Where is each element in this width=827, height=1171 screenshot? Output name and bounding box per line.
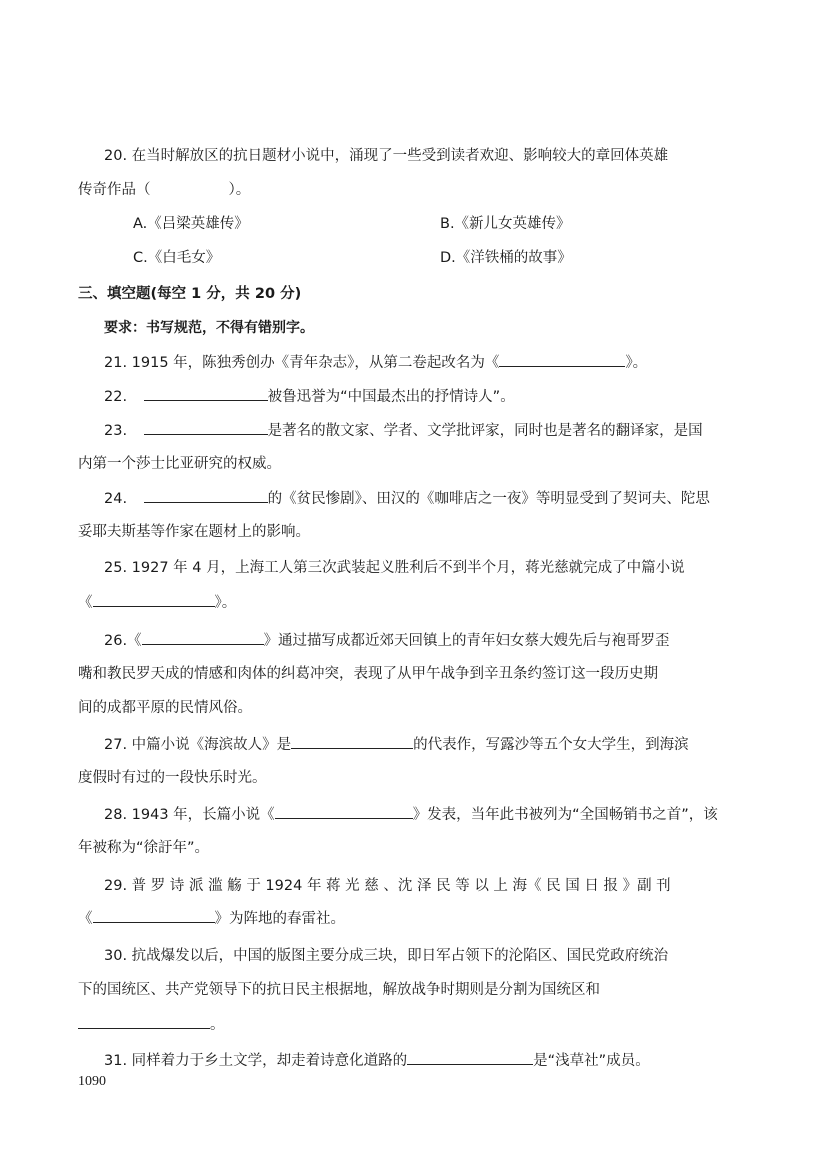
q29-text-pre: 《 bbox=[78, 911, 93, 927]
q27-line2: 度假时有过的一段快乐时光。 bbox=[78, 770, 267, 786]
section-requirement: 要求：书写规范，不得有错别字。 bbox=[104, 320, 314, 336]
q24-number: 24. bbox=[104, 491, 128, 507]
q28-blank[interactable] bbox=[275, 804, 413, 819]
q30-text-post: 。 bbox=[210, 1017, 225, 1033]
q23-line2: 内第一个莎士比亚研究的权威。 bbox=[78, 456, 281, 472]
q25-blank[interactable] bbox=[93, 592, 215, 607]
q22-number: 22. bbox=[104, 389, 128, 405]
q31-line bbox=[104, 1050, 650, 1071]
q22-line bbox=[104, 386, 515, 407]
q21-blank[interactable] bbox=[499, 352, 625, 367]
q23-blank[interactable] bbox=[144, 420, 268, 435]
q23-number: 23. bbox=[104, 423, 128, 439]
q27-text-pre: 27. 中篇小说《海滨故人》是 bbox=[104, 737, 292, 753]
q29-line2 bbox=[78, 908, 345, 929]
q22-blank[interactable] bbox=[144, 386, 268, 401]
q20-option-c: C.《白毛女》 bbox=[133, 250, 221, 266]
q21-text-pre: 21. 1915 年，陈独秀创办《青年杂志》，从第二卷起改名为《 bbox=[104, 355, 500, 371]
q25-text-pre: 《 bbox=[78, 595, 93, 611]
q24-line1 bbox=[104, 488, 710, 509]
q27-blank[interactable] bbox=[291, 734, 413, 749]
q27-text-post: 的代表作，写露沙等五个女大学生，到海滨 bbox=[413, 737, 689, 753]
q28-text-pre: 28. 1943 年，长篇小说《 bbox=[104, 807, 275, 823]
q27-line1 bbox=[104, 734, 689, 755]
q30-line2: 下的国统区、共产党领导下的抗日民主根据地，解放战争时期则是分割为国统区和 bbox=[78, 982, 600, 998]
q26-text-pre: 26.《 bbox=[104, 633, 142, 649]
page-number: 1090 bbox=[78, 1074, 106, 1089]
q25-line1: 25. 1927 年 4 月，上海工人第三次武装起义胜利后不到半个月，蒋光慈就完成了中篇小说 bbox=[104, 560, 685, 576]
q31-text-pre: 31. 同样着力于乡土文学，却走着诗意化道路的 bbox=[104, 1053, 408, 1069]
q24-text-post: 的《贫民惨剧》、田汉的《咖啡店之一夜》等明显受到了契诃夫、陀思 bbox=[267, 491, 710, 507]
q28-line2: 年被称为“徐訏年”。 bbox=[78, 840, 210, 856]
q24-blank[interactable] bbox=[144, 488, 268, 503]
q25-line2 bbox=[78, 592, 236, 613]
q22-text-post: 被鲁迅誉为“中国最杰出的抒情诗人”。 bbox=[267, 389, 515, 405]
q20-option-a: A.《吕梁英雄传》 bbox=[133, 216, 249, 232]
q26-text-post: 》通过描写成都近郊天回镇上的青年妇女蔡大嫂先后与袍哥罗歪 bbox=[263, 633, 670, 649]
q24-line2: 妥耶夫斯基等作家在题材上的影响。 bbox=[78, 524, 310, 540]
q20-line1: 20. 在当时解放区的抗日题材小说中，涌现了一些受到读者欢迎、影响较大的章回体英雄 bbox=[104, 148, 669, 164]
q26-blank[interactable] bbox=[142, 630, 264, 645]
q23-text-post: 是著名的散文家、学者、文学批评家，同时也是著名的翻译家，是国 bbox=[267, 423, 703, 439]
q25-text-post: 》。 bbox=[214, 595, 237, 611]
section-title: 三、填空题(每空 1 分，共 20 分) bbox=[78, 286, 302, 302]
q30-line1: 30. 抗战爆发以后，中国的版图主要分成三块，即日军占领下的沦陷区、国民党政府统治 bbox=[104, 948, 669, 964]
q31-text-post: 是“浅草社”成员。 bbox=[533, 1053, 650, 1069]
q20-text-post: ）。 bbox=[228, 182, 251, 198]
q20-line2 bbox=[78, 180, 250, 200]
q30-blank[interactable] bbox=[78, 1014, 210, 1029]
q21-line bbox=[104, 352, 647, 373]
q29-line1: 29. 普 罗 诗 派 滥 觞 于 1924 年 蒋 光 慈 、沈 泽 民 等 以 上 海《 民 国 日 报 》副 刊 bbox=[104, 878, 671, 894]
q30-line3 bbox=[78, 1014, 225, 1035]
q26-line1 bbox=[104, 630, 670, 651]
q28-text-post: 》发表，当年此书被列为“全国畅销书之首”，该 bbox=[412, 807, 718, 823]
q26-line3: 间的成都平原的民情风俗。 bbox=[78, 700, 252, 716]
q20-option-b: B.《新儿女英雄传》 bbox=[440, 216, 571, 232]
q23-line1 bbox=[104, 420, 703, 441]
q29-text-post: 》为阵地的春雷社。 bbox=[214, 911, 345, 927]
q26-line2: 嘴和教民罗天成的情感和肉体的纠葛冲突，表现了从甲午战争到辛丑条约签订这一段历史期 bbox=[78, 666, 658, 682]
q20-text-pre: 传奇作品（ bbox=[78, 182, 151, 198]
q28-line1 bbox=[104, 804, 718, 825]
q31-blank[interactable] bbox=[407, 1050, 533, 1065]
q21-text-post: 》。 bbox=[625, 355, 648, 371]
q20-option-d: D.《洋铁桶的故事》 bbox=[440, 250, 572, 266]
q29-blank[interactable] bbox=[93, 908, 215, 923]
